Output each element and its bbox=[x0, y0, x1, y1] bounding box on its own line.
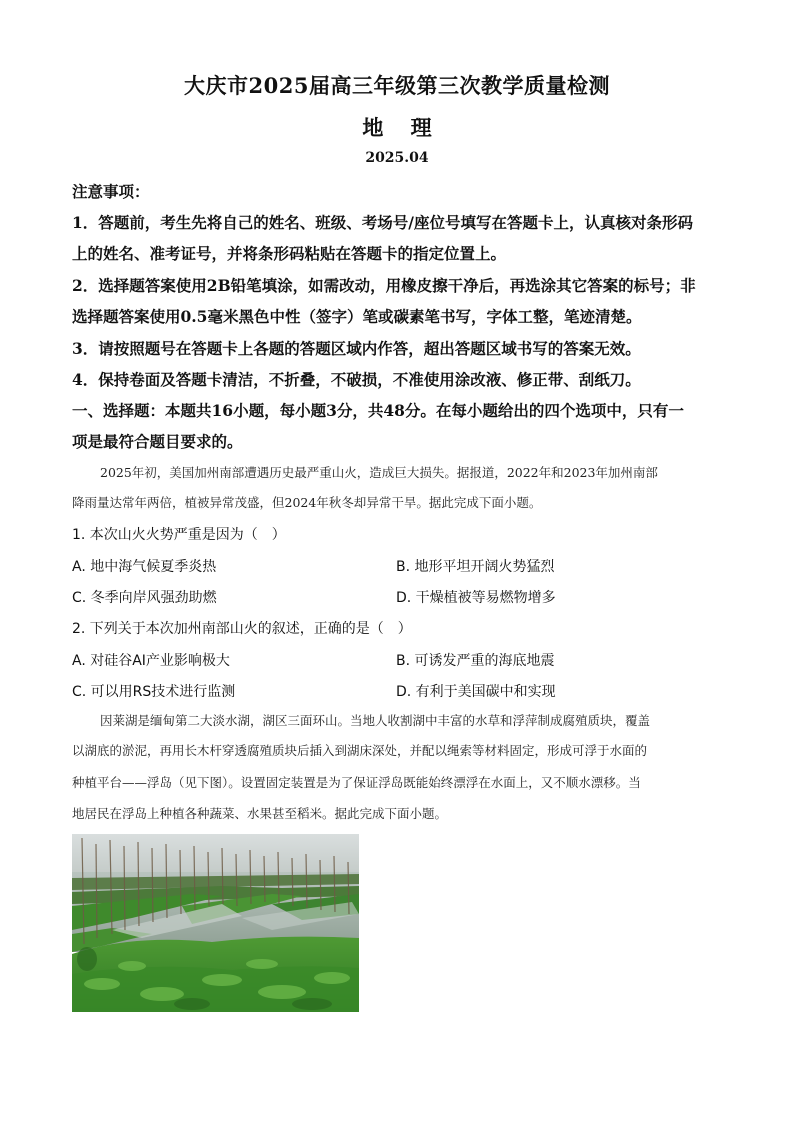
material-line: 地居民在浮岛上种植各种蔬菜、水果甚至稻米。据此完成下面小题。 bbox=[72, 806, 448, 821]
material-line: 降雨量达常年两倍，植被异常茂盛，但2024年秋冬却异常干旱。据此完成下面小题。 bbox=[72, 495, 542, 510]
note-line: 选择题答案使用0.5毫米黑色中性（签字）笔或碳素笔书写，字体工整，笔迹清楚。 bbox=[72, 307, 642, 326]
option-c: C. 可以用RS技术进行监测 bbox=[72, 684, 236, 700]
option-a: A. 对硅谷AI产业影响极大 bbox=[72, 653, 230, 669]
question-stem: 1. 本次山火火势严重是因为（ ） bbox=[72, 527, 286, 543]
notes-heading: 注意事项： bbox=[72, 182, 150, 201]
section-heading: 一、选择题：本题共16小题，每小题3分，共48分。在每小题给出的四个选项中，只有一 bbox=[72, 401, 684, 420]
material-line: 以湖底的淤泥，再用长木杆穿透腐殖质块后插入到湖床深处，并配以绳索等材料固定，形成可浮于水面的 bbox=[72, 743, 648, 758]
exam-title: 大庆市2025届高三年级第三次教学质量检测 bbox=[184, 73, 610, 98]
note-line: 2．选择题答案使用2B铅笔填涂，如需改动，用橡皮擦干净后，再选涂其它答案的标号；非 bbox=[72, 276, 696, 295]
material-line: 2025年初，美国加州南部遭遇历史最严重山火，造成巨大损失。据报道，2022年和2023年加州南部 bbox=[100, 465, 658, 480]
option-a: A. 地中海气候夏季炎热 bbox=[72, 559, 217, 575]
option-d: D. 干燥植被等易燃物增多 bbox=[396, 590, 556, 606]
exam-date: 2025.04 bbox=[365, 150, 429, 166]
note-line: 1．答题前，考生先将自己的姓名、班级、考场号/座位号填写在答题卡上，认真核对条形码 bbox=[72, 213, 693, 232]
material-line: 因莱湖是缅甸第二大淡水湖，湖区三面环山。当地人收割湖中丰富的水草和浮萍制成腐殖质块，覆盖 bbox=[100, 713, 651, 728]
note-line: 4．保持卷面及答题卡清洁，不折叠，不破损，不准使用涂改液、修正带、刮纸刀。 bbox=[72, 370, 641, 389]
option-b: B. 可诱发严重的海底地震 bbox=[396, 653, 555, 669]
note-line: 3．请按照题号在答题卡上各题的答题区域内作答，超出答题区域书写的答案无效。 bbox=[72, 339, 641, 358]
subject-title: 地 理 bbox=[362, 115, 442, 140]
option-b: B. 地形平坦开阔火势猛烈 bbox=[396, 559, 555, 575]
floating-island-photo bbox=[72, 834, 359, 1012]
option-d: D. 有利于美国碳中和实现 bbox=[396, 684, 556, 700]
section-heading: 项是最符合题目要求的。 bbox=[72, 432, 243, 451]
question-stem: 2. 下列关于本次加州南部山火的叙述，正确的是（ ） bbox=[72, 621, 412, 637]
option-c: C. 冬季向岸风强劲助燃 bbox=[72, 590, 217, 606]
material-line: 种植平台——浮岛（见下图）。设置固定装置是为了保证浮岛既能始终漂浮在水面上，又不顺水漂移。当 bbox=[72, 775, 641, 790]
note-line: 上的姓名、准考证号，并将条形码粘贴在答题卡的指定位置上。 bbox=[72, 244, 507, 263]
